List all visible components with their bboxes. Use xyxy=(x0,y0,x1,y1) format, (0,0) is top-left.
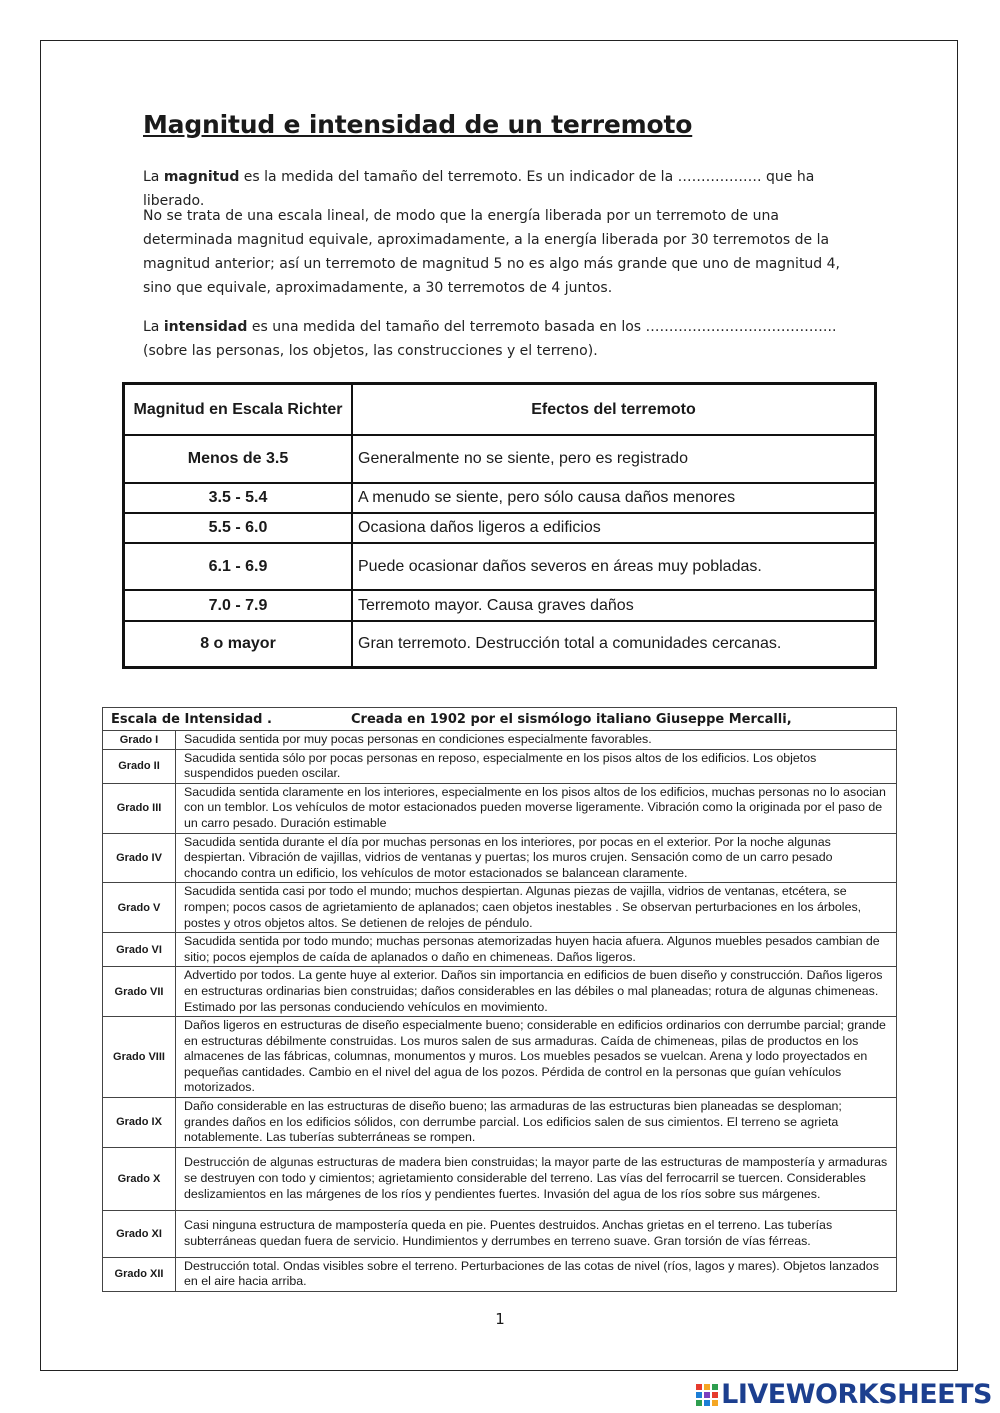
richter-row xyxy=(124,590,876,621)
richter-effect: A menudo se siente, pero sólo causa daños menores xyxy=(352,483,876,513)
richter-magnitude: 8 o mayor xyxy=(124,621,353,667)
mercalli-row xyxy=(103,1147,897,1210)
mercalli-row xyxy=(103,1210,897,1257)
mercalli-header-title: Escala de Intensidad . xyxy=(111,711,272,727)
mercalli-description: Destrucción de algunas estructuras de madera bien construidas; la mayor parte de las estructuras de mampostería y armaduras se destruyen con todo y cimientos; agrietamiento considerable del terreno. Las vías del ferrocarril se tuercen. Considerables deslizamientos en las márgenes de los ríos y pendientes fuertes. Invasión del agua de los ríos sobre sus márgenes. xyxy=(176,1147,897,1210)
mercalli-row xyxy=(103,731,897,750)
para1-bold-term: magnitud xyxy=(163,169,240,185)
mercalli-header xyxy=(103,708,897,731)
richter-row xyxy=(124,483,876,513)
mercalli-description: Sacudida sentida por todo mundo; muchas personas atemorizadas huyen hacia afuera. Algunos muebles pesados cambian de sitio; pocos ejemplos de caída de aplanados o daño en chimeneas. Daños ligeros. xyxy=(176,933,897,967)
richter-table xyxy=(122,382,877,669)
liveworksheets-grid-icon xyxy=(695,1383,719,1407)
richter-header-efectos: Efectos del terremoto xyxy=(352,384,876,436)
para3-bold-term: intensidad xyxy=(163,319,248,335)
mercalli-grade: Grado III xyxy=(103,783,176,833)
mercalli-description: Daño considerable en las estructuras de diseño bueno; las armaduras de las estructuras bien planeadas se desploman; grandes daños en los edificios sólidos, con derrumbe parcial. Los edificios salen de sus cimientos. El terreno se agrieta notablemente. Las tuberías subterráneas se rompen. xyxy=(176,1098,897,1148)
mercalli-description: Destrucción total. Ondas visibles sobre el terreno. Perturbaciones de las cotas de nivel (ríos, lagos y mares). Objetos lanzados en el aire hacia arriba. xyxy=(176,1257,897,1291)
richter-header-magnitud: Magnitud en Escala Richter xyxy=(124,384,353,436)
mercalli-row xyxy=(103,1017,897,1098)
para1-suffix: es la medida del tamaño del terremoto. Es un indicador de la ……………… que ha liberado. xyxy=(143,169,815,209)
mercalli-row xyxy=(103,933,897,967)
liveworksheets-logo xyxy=(695,1379,992,1410)
page-title: Magnitud e intensidad de un terremoto xyxy=(143,110,693,139)
mercalli-grade: Grado V xyxy=(103,883,176,933)
mercalli-header-row xyxy=(103,708,897,731)
richter-effect: Terremoto mayor. Causa graves daños xyxy=(352,590,876,621)
mercalli-grade: Grado II xyxy=(103,749,176,783)
para3-prefix: La xyxy=(143,319,164,335)
mercalli-grade: Grado VI xyxy=(103,933,176,967)
richter-effect: Gran terremoto. Destrucción total a comunidades cercanas. xyxy=(352,621,876,667)
mercalli-grade: Grado I xyxy=(103,731,176,750)
richter-row xyxy=(124,435,876,483)
mercalli-grade: Grado IV xyxy=(103,833,176,883)
richter-effect: Ocasiona daños ligeros a edificios xyxy=(352,513,876,543)
mercalli-grade: Grado IX xyxy=(103,1098,176,1148)
richter-effect: Generalmente no se siente, pero es registrado xyxy=(352,435,876,483)
mercalli-grade: Grado XII xyxy=(103,1257,176,1291)
mercalli-row xyxy=(103,783,897,833)
mercalli-row xyxy=(103,1098,897,1148)
mercalli-row xyxy=(103,1257,897,1291)
mercalli-description: Sacudida sentida durante el día por muchas personas en los interiores, por pocas en el exterior. Por la noche algunas despiertan. Vibración de vajillas, vidrios de ventanas y puertas; los muros crujen. Sensación como de un carro pesado chocando contra un edificio, los vehículos de motor estacionados se balancean claramente. xyxy=(176,833,897,883)
richter-magnitude: 6.1 - 6.9 xyxy=(124,543,353,590)
para1-prefix: La xyxy=(143,169,164,185)
paragraph-escala-lineal: No se trata de una escala lineal, de modo que la energía liberada por un terremoto de una determinada magnitud equivale, aproximadamente, a la energía liberada por 30 terremotos de la magnitud anterior; así un terremoto de magnitud 5 no es algo más grande que uno de magnitud 4, sino que equivale, aproximadamente, a 30 terremotos de 4 juntos. xyxy=(143,208,840,296)
paragraph-intensidad xyxy=(143,315,858,363)
mercalli-description: Daños ligeros en estructuras de diseño especialmente bueno; considerable en edificios ordinarios con derrumbe parcial; grande en estructuras débilmente construidas. Los muros salen de sus armaduras. Caída de chimeneas, pilas de productos en los almacenes de las fábricas, columnas, monumentos y muros. Los muebles pesados se vuelcan. Arena y lodo proyectados en pequeñas cantidades. Cambio en el nivel del agua de los pozos. Pérdida de control en la personas que guían vehículos motorizados. xyxy=(176,1017,897,1098)
mercalli-table xyxy=(102,707,897,1292)
liveworksheets-logo-text: LIVEWORKSHEETS xyxy=(721,1379,992,1410)
mercalli-description: Casi ninguna estructura de mampostería queda en pie. Puentes destruidos. Anchas grietas en el terreno. Las tuberías subterráneas quedan fuera de servicio. Hundimientos y derrumbes en terreno suave. Gran torsión de vías férreas. xyxy=(176,1210,897,1257)
richter-row xyxy=(124,621,876,667)
mercalli-grade: Grado VIII xyxy=(103,1017,176,1098)
mercalli-description: Sacudida sentida claramente en los interiores, especialmente en los pisos altos de los edificios, muchas personas no lo asocian con un temblor. Los vehículos de motor estacionados pueden moverse ligeramente. Vibración como la originada por el paso de un carro pesado. Duración estimable xyxy=(176,783,897,833)
richter-magnitude: Menos de 3.5 xyxy=(124,435,353,483)
mercalli-header-credit: Creada en 1902 por el sismólogo italiano Giuseppe Mercalli, xyxy=(351,711,792,727)
page-number: 1 xyxy=(495,1310,505,1328)
mercalli-grade: Grado X xyxy=(103,1147,176,1210)
mercalli-row xyxy=(103,749,897,783)
richter-magnitude: 7.0 - 7.9 xyxy=(124,590,353,621)
richter-row xyxy=(124,543,876,590)
richter-magnitude: 5.5 - 6.0 xyxy=(124,513,353,543)
mercalli-description: Sacudida sentida casi por todo el mundo; muchos despiertan. Algunas piezas de vajilla, vidrios de ventanas, etcétera, se rompen; pocos casos de agrietamiento de aplanados; caen objetos inestables . Se observan perturbaciones en los árboles, postes y otros objetos altos. Se detienen de relojes de péndulo. xyxy=(176,883,897,933)
mercalli-row xyxy=(103,833,897,883)
para3-suffix: es una medida del tamaño del terremoto basada en los ………………………………….. (sobre las personas, los objetos, las construcciones y el terreno). xyxy=(143,319,837,359)
mercalli-row xyxy=(103,967,897,1017)
richter-magnitude: 3.5 - 5.4 xyxy=(124,483,353,513)
mercalli-row xyxy=(103,883,897,933)
mercalli-description: Sacudida sentida sólo por pocas personas en reposo, especialmente en los pisos altos de los edificios. Los objetos suspendidos pueden oscilar. xyxy=(176,749,897,783)
richter-row xyxy=(124,513,876,543)
mercalli-grade: Grado XI xyxy=(103,1210,176,1257)
mercalli-description: Sacudida sentida por muy pocas personas en condiciones especialmente favorables. xyxy=(176,731,897,750)
mercalli-description: Advertido por todos. La gente huye al exterior. Daños sin importancia en edificios de buen diseño y construcción. Daños ligeros en estructuras ordinarias bien construidas; daños considerables en las débiles o mal planeadas; rotura de algunas chimeneas. Estimado por las personas conduciendo vehículos en movimiento. xyxy=(176,967,897,1017)
richter-effect: Puede ocasionar daños severos en áreas muy pobladas. xyxy=(352,543,876,590)
mercalli-grade: Grado VII xyxy=(103,967,176,1017)
